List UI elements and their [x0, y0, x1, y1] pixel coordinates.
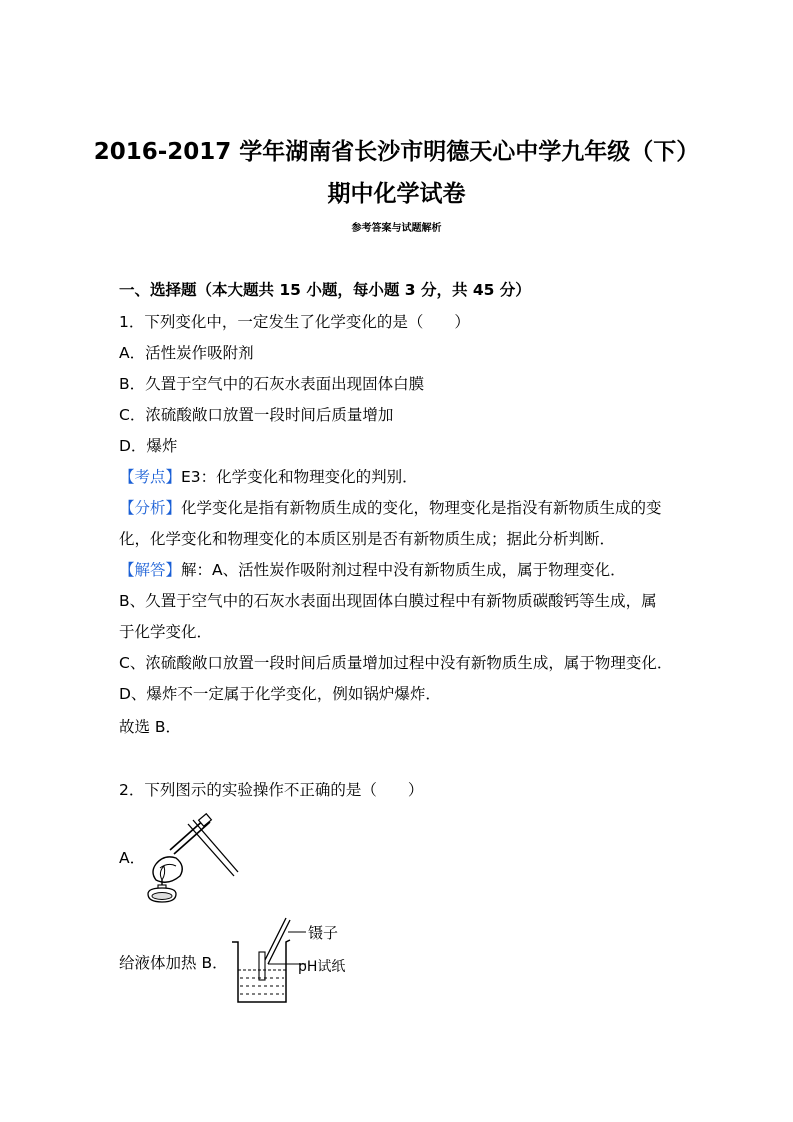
q1-jieda [119, 558, 626, 580]
q1-stem: 1．下列变化中，一定发生了化学变化的是（ ） [119, 313, 470, 331]
section-heading: 一、选择题（本大题共 15 小题，每小题 3 分，共 45 分） [119, 281, 531, 299]
kaodian-tag: 【考点】 [119, 468, 182, 486]
fenxi-text-1: 化学变化是指有新物质生成的变化，物理变化是指没有新物质生成的变 [181, 499, 662, 517]
q1-d-line: D、爆炸不一定属于化学变化，例如锅炉爆炸． [119, 685, 441, 703]
page-title-line1: 2016-2017 学年湖南省长沙市明德天心中学九年级（下） [93, 139, 700, 165]
page-subtitle: 参考答案与试题解析 [351, 223, 442, 234]
q1-c-line: C、浓硫酸敞口放置一段时间后质量增加过程中没有新物质生成，属于物理变化． [119, 654, 673, 672]
q2-stem: 2．下列图示的实验操作不正确的是（ ） [119, 781, 424, 799]
q1-fenxi-cont: 化，化学变化和物理变化的本质区别是否有新物质生成；据此分析判断． [119, 530, 616, 548]
q2-option-b-label: B． [201, 954, 228, 972]
q1-option-b: B．久置于空气中的石灰水表面出现固体白膜 [119, 375, 425, 393]
q1-option-d: D．爆炸 [119, 437, 178, 455]
fenxi-tag: 【分析】 [119, 499, 182, 517]
kaodian-text: E3：化学变化和物理变化的判别． [181, 468, 418, 486]
q2-option-a-caption [119, 951, 228, 973]
q1-b-line1: B、久置于空气中的石灰水表面出现固体白膜过程中有新物质碳酸钙等生成，属 [119, 592, 657, 610]
jieda-tag: 【解答】 [119, 561, 182, 579]
q2-option-a-label: A． [119, 849, 146, 867]
q1-b-line2: 于化学变化． [119, 623, 213, 641]
ph-test-figure [228, 914, 308, 1006]
q1-option-c: C．浓硫酸敞口放置一段时间后质量增加 [119, 406, 394, 424]
heating-caption: 给液体加热 [119, 954, 197, 972]
heating-liquid-figure [142, 810, 242, 906]
q1-option-a: A．活性炭作吸附剂 [119, 344, 254, 362]
page-title-line2: 期中化学试卷 [327, 181, 466, 207]
ph-paper-label: pH试纸 [298, 959, 346, 975]
tweezers-label: 镊子 [308, 924, 339, 942]
q1-kaodian [119, 465, 418, 487]
q1-fenxi [119, 496, 662, 518]
jieda-text: 解：A、活性炭作吸附剂过程中没有新物质生成，属于物理变化． [181, 561, 626, 579]
q1-answer: 故选 B． [119, 718, 182, 736]
